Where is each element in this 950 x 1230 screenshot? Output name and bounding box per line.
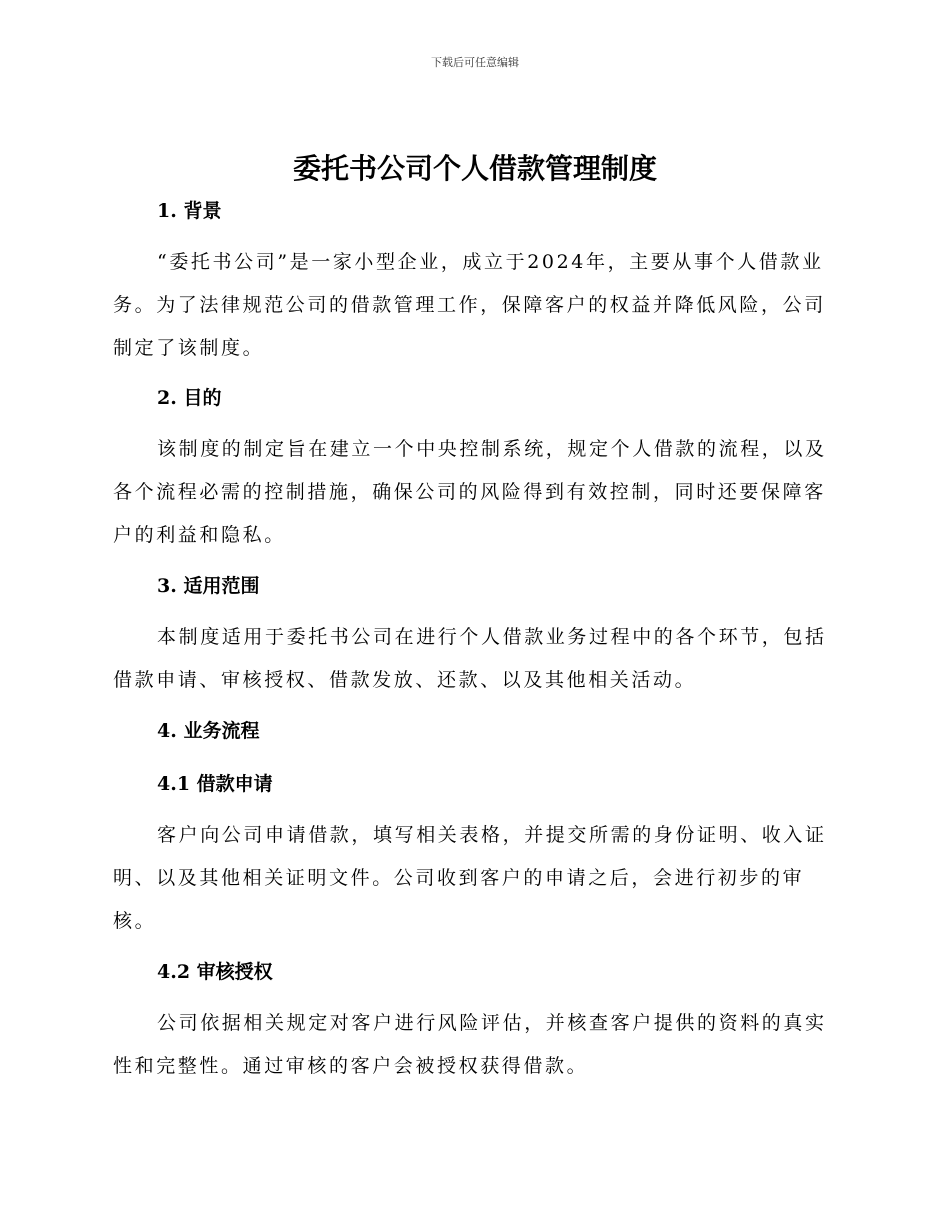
section-heading-background: 1. 背景 — [157, 200, 222, 222]
page-header-note: 下载后可任意编辑 — [431, 56, 519, 69]
section-body-purpose: 该制度的制定旨在建立一个中央控制系统，规定个人借款的流程，以及各个流程必需的控制措施，确保公司的风险得到有效控制，同时还要保障客户的利益和隐私。 — [113, 438, 827, 546]
section-body-loan-application: 客户向公司申请借款，填写相关表格，并提交所需的身份证明、收入证明、以及其他相关证明文件。公司收到客户的申请之后，会进行初步的审核。 — [113, 824, 827, 932]
section-heading-purpose: 2. 目的 — [157, 387, 222, 409]
section-body-review-authorization: 公司依据相关规定对客户进行风险评估，并核查客户提供的资料的真实性和完整性。通过审核的客户会被授权获得借款。 — [113, 1012, 827, 1077]
document-title: 委托书公司个人借款管理制度 — [292, 152, 657, 185]
section-body-scope: 本制度适用于委托书公司在进行个人借款业务过程中的各个环节，包括借款申请、审核授权、借款发放、还款、以及其他相关活动。 — [113, 626, 827, 691]
section-heading-business-process: 4. 业务流程 — [157, 720, 260, 742]
section-heading-scope: 3. 适用范围 — [157, 575, 260, 597]
section-body-background: “委托书公司”是一家小型企业，成立于2024年，主要从事个人借款业务。为了法律规范公司的借款管理工作，保障客户的权益并降低风险，公司制定了该制度。 — [113, 251, 826, 359]
section-heading-loan-application: 4.1 借款申请 — [157, 773, 273, 795]
section-heading-review-authorization: 4.2 审核授权 — [157, 961, 273, 983]
